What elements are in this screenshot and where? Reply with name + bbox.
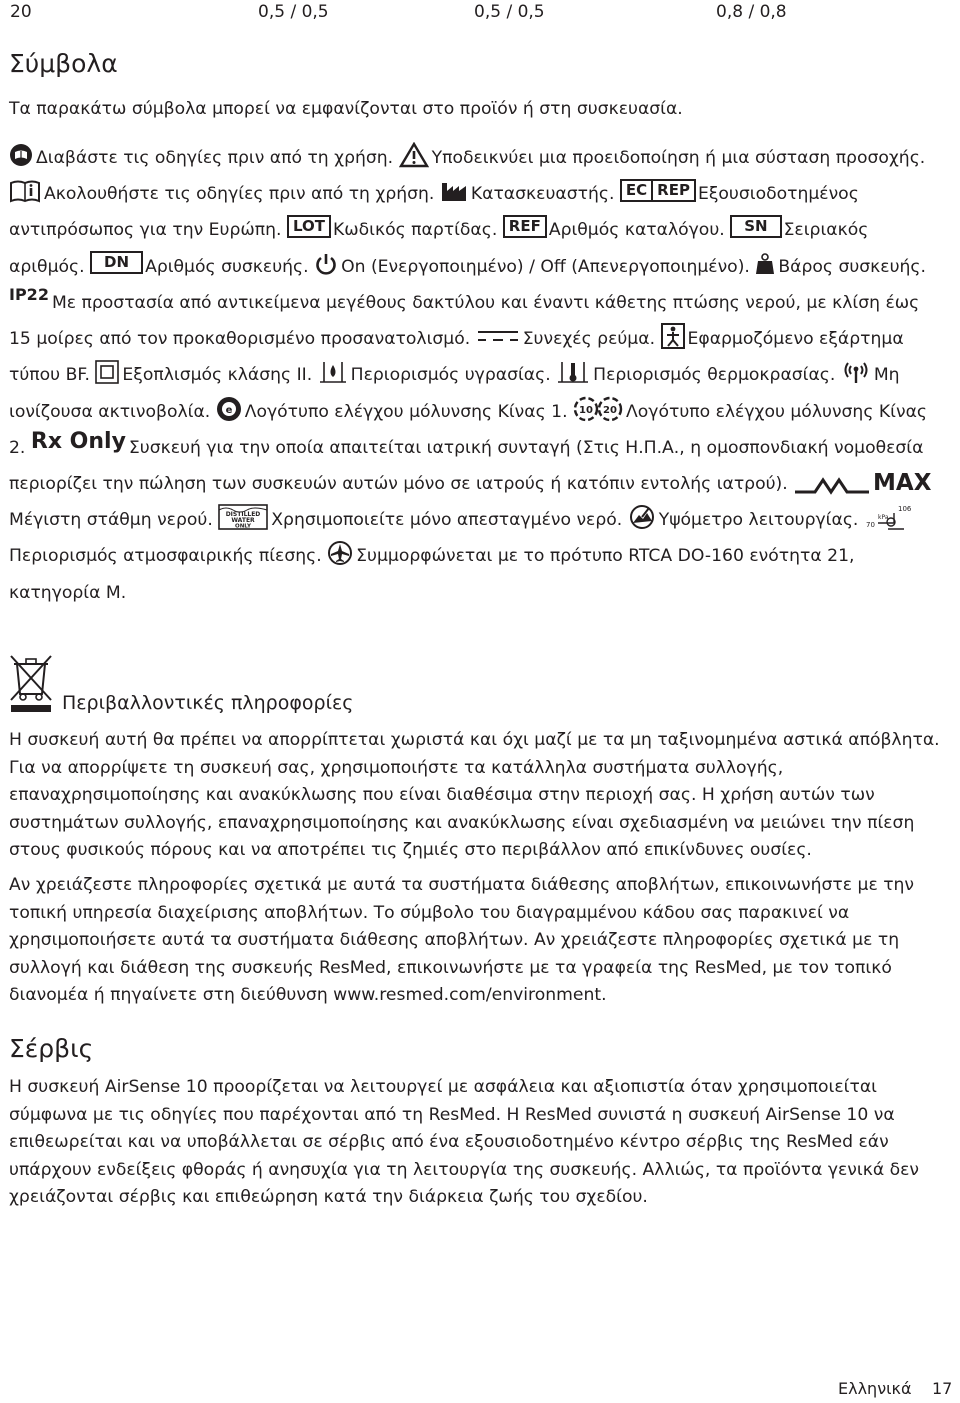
china-pollution-1-icon (216, 396, 242, 422)
follow-instructions-icon (9, 178, 41, 204)
symbol-sn-text: Σειριακός αριθμός. (9, 220, 869, 277)
environment-paragraph-1: Η συσκευή αυτή θα πρέπει να απορρίπτεται χωριστά και όχι μαζί με τα μη ταξινομημένα αστικά απόβλητα. Για να απορρίψετε τη συσκευή σας, χρησιμοποιήστε τα κατάλληλα συστήματα συλλογής, επαναχρησιμοποίησης και ανακύκλωσης που είναι διαθέσιμα στην περιοχή σας. Η χρήση αυτών των συστημάτων συλλογής, επαναχρησιμοποίησης και ανακύκλωσης είναι σχεδιασμένη να μειώνει την πίεση στους φυσικούς πόρους και να αποτρέπει τις ζημιές στο περιβάλλον από επικίνδυνες ουσίες. (9, 730, 940, 861)
weight-icon (755, 253, 775, 275)
pressure-label-hi: 106 (897, 505, 912, 514)
symbol-follow-instructions-text: Ακολουθήστε τις οδηγίες πριν από τη χρήση. (44, 184, 435, 205)
china2-label-b: 20 (603, 404, 617, 416)
header-cell-1: 0,5 / 0,5 (258, 2, 329, 22)
class-ii-icon (95, 360, 119, 384)
non-ionizing-radiation-icon (841, 359, 871, 385)
symbol-lot-text: Κωδικός παρτίδας. (332, 220, 498, 241)
svg-text:e: e (225, 404, 233, 416)
humidity-limit-icon (318, 359, 348, 385)
weee-bin-icon (9, 652, 53, 716)
symbol-on-off-text: On (Ενεργοποιημένο) / Off (Απενεργοποιημένο). (341, 256, 750, 277)
symbol-china1-text: Λογότυπο ελέγχου μόλυνσης Κίνας 1. (244, 401, 568, 422)
ref-icon: REF (503, 215, 547, 238)
bf-applied-part-icon (661, 323, 685, 349)
symbol-altimeter-text: Υψόμετρο λειτουργίας. (658, 510, 859, 531)
symbol-warning-text: Υποδεικνύει μια προειδοποίηση ή μια σύσταση προσοχής. (431, 148, 926, 168)
pressure-unit-label: kPa (877, 514, 889, 522)
service-paragraph: Η συσκευή AirSense 10 προορίζεται να λειτουργεί με ασφάλεια και αξιοπιστία όταν χρησιμοποιείται σύμφωνα με τις οδηγίες που παρέχονται από τη ResMed. Η ResMed συνιστά η συσκευή AirSense 10 να επιθεωρείται και να υποβάλλεται σε σέρβις από ένα εξουσιοδοτημένο κέντρο σέρβις της ResMed εάν υπάρχουν ενδείξεις φθοράς ή ανησυχία για τη λειτουργία της συσκευής. Αλλιώς, τα προϊόντα γενικά δεν χρειάζονται σέρβις και επιθεώρηση κατά την διάρκεια ζωής του σχεδίου. (9, 1077, 920, 1208)
footer-language: Ελληνικά (838, 1379, 912, 1398)
symbol-distilled-text: Χρησιμοποιείτε μόνο απεσταγμένο νερό. (271, 510, 623, 531)
symbol-max-text: Μέγιστη στάθμη νερού. (9, 510, 213, 531)
table-header-row (0, 0, 960, 26)
max-water-level-icon (793, 466, 933, 496)
direct-current-icon (476, 329, 520, 343)
manufacturer-icon (440, 179, 468, 203)
environment-paragraph-2: Αν χρειάζεστε πληροφορίες σχετικά με αυτά τα συστήματα διάθεσης αποβλήτων, επικοινωνήστε με την τοπική υπηρεσία διαχείρισης αποβλήτων. Το σύμβολο του διαγραμμένου κάδου σας παρακινεί να χρησιμοποιήσετε αυτά τα συστήματα διάθεσης αποβλήτων. Αν χρειάζεστε πληροφορίες σχετικά με τη συλλογή και διάθεση της συσκευής ResMed, επικοινωνήστε με τα γραφεία της ResMed, με τον τοπικό διανομέα ή πηγαίνετε στη διεύθυνση www.resmed.com/environment. (9, 875, 915, 1006)
symbols-intro: Τα παρακάτω σύμβολα μπορεί να εμφανίζονται στο προϊόν ή στη συσκευασία. (9, 99, 683, 119)
symbol-dc-text: Συνεχές ρεύμα. (522, 329, 656, 350)
power-icon (314, 252, 338, 276)
header-cell-2: 0,5 / 0,5 (474, 2, 545, 22)
max-label: MAX (873, 470, 932, 497)
symbol-ref-text: Αριθμός καταλόγου. (548, 220, 725, 241)
ip22-icon: IP22 (9, 284, 49, 304)
altimeter-icon (628, 504, 656, 530)
symbol-manufacturer-text: Κατασκευαστής. (470, 184, 615, 205)
symbols-list (9, 140, 943, 611)
ec-rep-icon (620, 179, 696, 202)
symbol-dn-text: Αριθμός συσκευής. (145, 256, 309, 277)
china-pollution-2-icon (573, 396, 623, 422)
rep-label: REP (657, 180, 690, 199)
china2-label-a: 10 (579, 404, 593, 416)
distilled-label-1: DISTILLED (225, 511, 261, 519)
symbol-rx-text: Συσκευή για την οποία απαιτείται ιατρική συνταγή (Στις Η.Π.Α., η ομοσπονδιακή νομοθεσία περιορίζει την πώληση των συσκευών αυτών μόνο σε ιατρούς ή κατόπιν εντολής ιατρού). (9, 437, 924, 495)
footer-page-number: 17 (932, 1379, 953, 1398)
sn-icon: SN (730, 215, 781, 238)
symbol-humidity-text: Περιορισμός υγρασίας. (350, 365, 551, 386)
distilled-water-icon (218, 504, 268, 530)
lot-icon: LOT (287, 215, 331, 238)
rx-only-icon: Rx Only (30, 428, 126, 454)
symbol-read-instructions-text: Διαβάστε τις οδηγίες πριν από τη χρήση. (36, 148, 394, 168)
read-instructions-icon (9, 143, 33, 167)
pressure-limit-icon (864, 503, 914, 531)
temperature-limit-icon (556, 359, 590, 385)
symbol-weight-text: Βάρος συσκευής. (778, 256, 926, 277)
symbol-ip22-text: Με προστασία από αντικείμενα μεγέθους δακτύλου και έναντι κάθετης πτώσης νερού, με κλίση έως 15 μοίρες από τον προκαθορισμένο προσανατολισμό. (9, 292, 920, 350)
symbol-pressure-text: Περιορισμός ατμοσφαιρικής πίεσης. (9, 546, 322, 567)
dn-icon: DN (90, 251, 143, 274)
symbol-non-ionizing-text: Μη ιονίζουσα ακτινοβολία. (9, 365, 900, 422)
header-cell-3: 0,8 / 0,8 (716, 2, 787, 22)
symbol-class2-text: Εξοπλισμός κλάσης ΙΙ. (122, 365, 313, 386)
symbol-temperature-text: Περιορισμός θερμοκρασίας. (593, 365, 836, 386)
airplane-compliance-icon (327, 540, 353, 566)
symbols-title: Σύμβολα (9, 49, 118, 78)
symbol-rtca-text: Συμμορφώνεται με το πρότυπο RTCA DO-160 ενότητα 21, κατηγορία M. (9, 546, 855, 603)
page-number-left: 20 (10, 2, 32, 22)
distilled-label-2: WATER (231, 517, 255, 525)
distilled-label-3: ONLY (235, 523, 252, 530)
pressure-label-lo: 70 (865, 521, 875, 530)
symbol-bf-text: Εφαρμοζόμενο εξάρτημα τύπου BF. (9, 329, 904, 386)
warning-icon (399, 142, 429, 168)
symbol-ec-rep-text: Εξουσιοδοτημένος αντιπρόσωπος για την Ευρώπη. (9, 184, 859, 241)
environment-title: Περιβαλλοντικές πληροφορίες (62, 692, 354, 714)
symbol-china2-text: Λογότυπο ελέγχου μόλυνσης Κίνας 2. (9, 401, 927, 458)
ec-label: EC (622, 181, 653, 200)
service-title: Σέρβις (9, 1034, 94, 1063)
